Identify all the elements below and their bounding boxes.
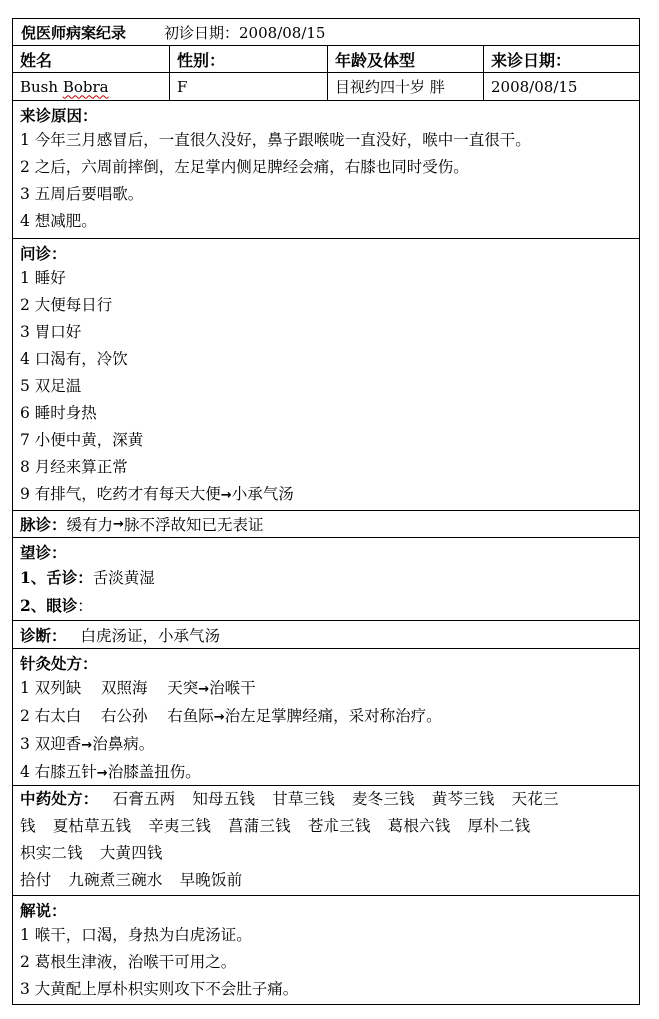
herb-item: 厚朴二钱 <box>467 817 531 835</box>
inquiry-item: 7 小便中黄，深黄 <box>20 431 144 449</box>
acupuncture-item: 2 右太白 右公孙 右鱼际→治左足掌脾经痛，采对称治疗。 <box>20 707 442 725</box>
reason-item: 3 五周后要唱歌。 <box>20 185 144 203</box>
herbal-line-1 <box>20 786 632 813</box>
herb-item: 菖蒲三钱 <box>228 817 291 835</box>
explanation-item: 2 葛根生津液，治喉干可用之。 <box>20 953 237 971</box>
patient-visit-date: 2008/08/15 <box>491 77 578 96</box>
dosage-note: 九碗煮三碗水 <box>68 871 163 889</box>
arrow-right-icon: → <box>113 516 124 532</box>
medical-record <box>12 18 640 1005</box>
herbal-line-3 <box>20 840 632 867</box>
herb-item: 知母五钱 <box>192 790 256 808</box>
spellcheck-underlined-word: Bobra <box>62 77 109 96</box>
inquiry-item: 5 双足温 <box>20 377 82 395</box>
pulse-row <box>12 510 640 537</box>
patient-age-build: 目视约四十岁 胖 <box>328 73 484 100</box>
explanation-item: 3 大黄配上厚朴枳实则攻下不会肚子痛。 <box>20 980 299 998</box>
herb-item: 麦冬三钱 <box>351 790 415 808</box>
arrow-right-icon: → <box>81 738 93 753</box>
herb-item: 夏枯草五钱 <box>52 817 132 835</box>
arrow-right-icon: → <box>198 682 210 697</box>
herb-item: 黄芩三钱 <box>431 790 495 808</box>
herb-item: 甘草三钱 <box>272 790 335 808</box>
inquiry-section <box>12 238 640 510</box>
herbal-line-4 <box>20 867 632 894</box>
arrow-right-icon: → <box>213 710 225 725</box>
explanation-item: 1 喉干，口渴，身热为白虎汤证。 <box>20 926 252 944</box>
reason-item: 4 想减肥。 <box>20 212 97 230</box>
inquiry-item: 1 睡好 <box>20 269 66 287</box>
header-name: 姓名 <box>13 46 170 72</box>
header-visit-date: 来诊日期： <box>491 50 572 70</box>
pulse-value: 缓有力 <box>66 516 114 534</box>
herb-item: 辛夷三钱 <box>148 817 212 835</box>
tongue-line: 1、舌诊：舌淡黄湿 <box>20 568 155 587</box>
patient-values-row <box>12 72 640 100</box>
first-visit-date: 初诊日期：2008/08/15 <box>164 23 326 42</box>
inquiry-item: 8 月经来算正常 <box>20 458 128 476</box>
arrow-right-icon: → <box>96 766 108 781</box>
diagnosis-heading: 诊断： <box>20 625 67 645</box>
reasons-section <box>12 100 640 238</box>
dosage-note: 拾付 <box>20 871 52 889</box>
acupuncture-section <box>12 648 640 785</box>
arrow-right-icon: → <box>220 488 232 503</box>
patient-name: Bush Bobra <box>13 73 170 100</box>
reasons-heading: 来诊原因： <box>20 106 98 125</box>
record-title-row <box>12 18 640 45</box>
diagnosis-row <box>12 620 640 648</box>
header-sex: 性别： <box>170 46 328 72</box>
patient-sex: F <box>170 73 328 100</box>
explanation-section <box>12 895 640 1005</box>
herb-item: 大黄四钱 <box>99 844 163 862</box>
inquiry-item: 3 胃口好 <box>20 323 82 341</box>
acupuncture-item: 1 双列缺 双照海 天突→治喉干 <box>20 679 256 697</box>
inquiry-item: 6 睡时身热 <box>20 404 97 422</box>
reason-item: 2 之后，六周前摔倒，左足掌内侧足脾经会痛，右膝也同时受伤。 <box>20 158 469 176</box>
herb-item: 苍朮三钱 <box>307 817 371 835</box>
inquiry-item: 2 大便每日行 <box>20 296 113 314</box>
herb-item: 葛根六钱 <box>387 817 451 835</box>
dosage-note: 早晚饭前 <box>179 871 243 889</box>
acupuncture-item: 3 双迎香→治鼻病。 <box>20 735 155 753</box>
herbal-section <box>12 785 640 895</box>
herb-item: 石膏五两 <box>112 790 176 808</box>
inquiry-item-9: 9 有排气，吃药才有每天大便→小承气汤 <box>20 485 294 503</box>
observation-heading: 望诊： <box>20 543 67 562</box>
reason-item: 1 今年三月感冒后，一直很久没好，鼻子跟喉咙一直没好，喉中一直很干。 <box>20 131 531 149</box>
acupuncture-heading: 针灸处方： <box>20 654 98 673</box>
header-age-build: 年龄及体型 <box>328 46 484 72</box>
explanation-heading: 解说： <box>20 901 67 920</box>
pulse-note: 脉不浮故知已无表证 <box>123 516 264 534</box>
herbal-line-2 <box>20 813 632 840</box>
diagnosis-value: 白虎汤证，小承气汤 <box>80 626 221 645</box>
record-title: 倪医师病案纪录 <box>21 23 127 42</box>
pulse-heading: 脉诊： <box>20 515 67 534</box>
herb-item: 钱 <box>20 817 36 835</box>
eye-line: 2、眼诊： <box>20 596 93 615</box>
herb-item: 天花三 <box>511 790 559 808</box>
inquiry-item: 4 口渴有，冷饮 <box>20 350 128 368</box>
patient-header-row <box>12 45 640 72</box>
inquiry-heading: 问诊： <box>20 244 67 263</box>
herbal-heading: 中药处方： <box>20 789 99 808</box>
herb-item: 枳实二钱 <box>20 844 83 862</box>
observation-section <box>12 537 640 620</box>
acupuncture-item: 4 右膝五针→治膝盖扭伤。 <box>20 763 201 781</box>
